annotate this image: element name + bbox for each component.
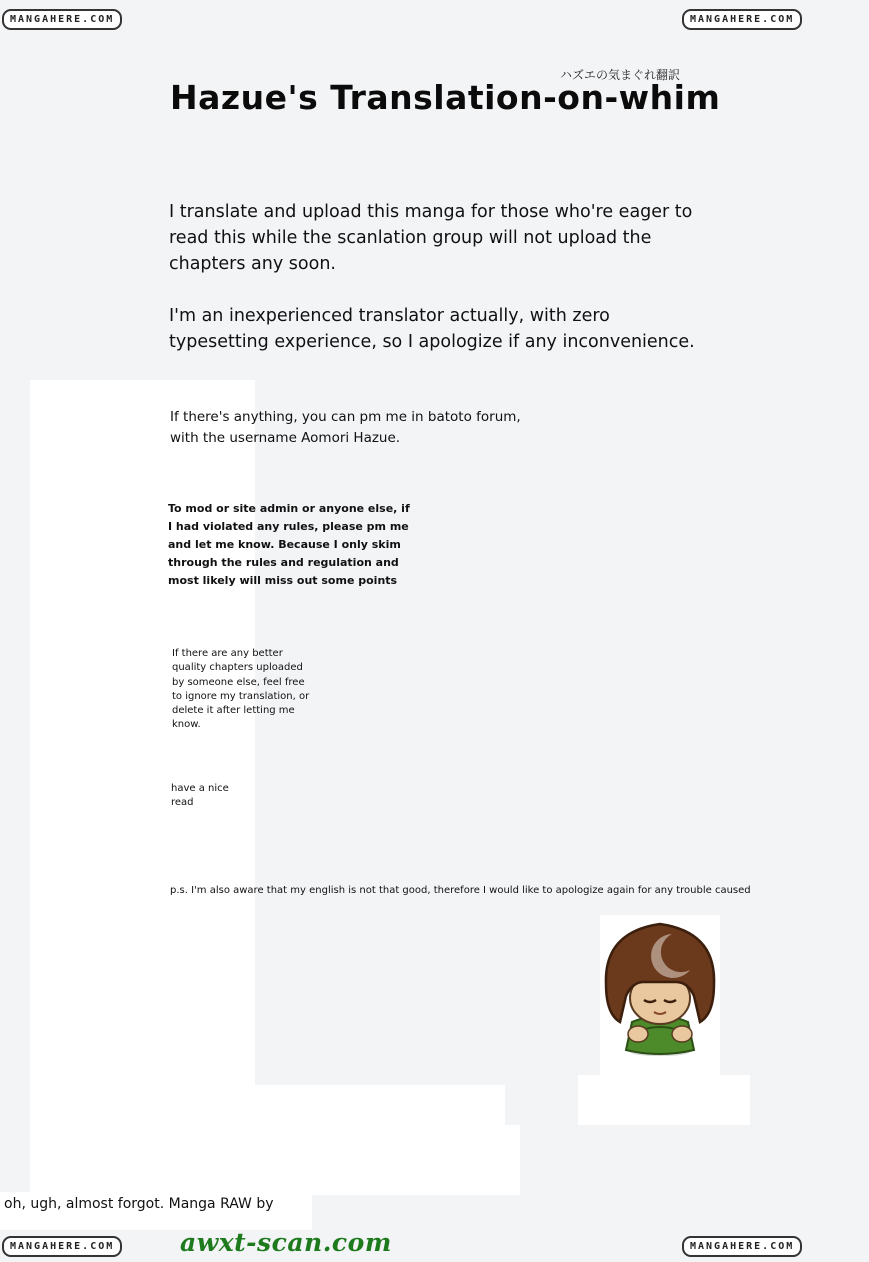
intro-line: I translate and upload this manga for those who're eager to xyxy=(169,202,693,222)
contact-line: with the username Aomori Hazue. xyxy=(170,430,401,446)
quality-line: to ignore my translation, or xyxy=(172,690,310,702)
watermark-bottom-left: MANGAHERE.COM xyxy=(2,1236,122,1257)
quality-line: quality chapters uploaded xyxy=(172,662,303,674)
watermark-top-left: MANGAHERE.COM xyxy=(2,9,122,30)
postscript: p.s. I'm also aware that my english is not that good, therefore I would like to apologize again for any trouble caused xyxy=(170,885,751,896)
whiteout-patch xyxy=(130,1125,520,1195)
admin-line: I had violated any rules, please pm me xyxy=(168,520,409,533)
experience-paragraph xyxy=(169,303,695,355)
admin-line: and let me know. Because I only skim xyxy=(168,538,401,551)
admin-paragraph xyxy=(168,500,410,590)
nice-read-note xyxy=(171,782,229,810)
contact-line: If there's anything, you can pm me in batoto forum, xyxy=(170,409,521,425)
nice-read-line: have a nice xyxy=(171,783,229,794)
whiteout-patch xyxy=(578,1075,750,1125)
contact-paragraph xyxy=(170,407,521,449)
watermark-top-right: MANGAHERE.COM xyxy=(682,9,802,30)
japanese-subtitle: ハズエの気まぐれ翻訳 xyxy=(560,68,681,82)
experience-line: typesetting experience, so I apologize if any inconvenience. xyxy=(169,332,695,352)
intro-line: chapters any soon. xyxy=(169,254,336,274)
raw-credit-text: oh, ugh, almost forgot. Manga RAW by xyxy=(4,1196,274,1212)
intro-paragraph xyxy=(169,199,692,277)
page-title: Hazue's Translation-on-whim xyxy=(170,78,721,117)
quality-paragraph xyxy=(172,647,309,733)
raw-site-link[interactable]: awxt-scan.com xyxy=(180,1228,392,1257)
experience-line: I'm an inexperienced translator actually, with zero xyxy=(169,306,610,326)
admin-line: through the rules and regulation and xyxy=(168,556,399,569)
quality-line: delete it after letting me xyxy=(172,705,295,717)
watermark-bottom-right: MANGAHERE.COM xyxy=(682,1236,802,1257)
chibi-avatar-icon xyxy=(602,918,718,1058)
intro-line: read this while the scanlation group will not upload the xyxy=(169,228,652,248)
quality-line: know. xyxy=(172,719,201,731)
whiteout-patch xyxy=(30,380,255,1140)
admin-line: To mod or site admin or anyone else, if xyxy=(168,502,410,515)
admin-line: most likely will miss out some points xyxy=(168,574,398,587)
whiteout-patch xyxy=(30,1140,130,1200)
quality-line: If there are any better xyxy=(172,648,283,659)
quality-line: by someone else, feel free xyxy=(172,676,305,688)
whiteout-patch xyxy=(130,1085,505,1125)
nice-read-line: read xyxy=(171,797,194,808)
